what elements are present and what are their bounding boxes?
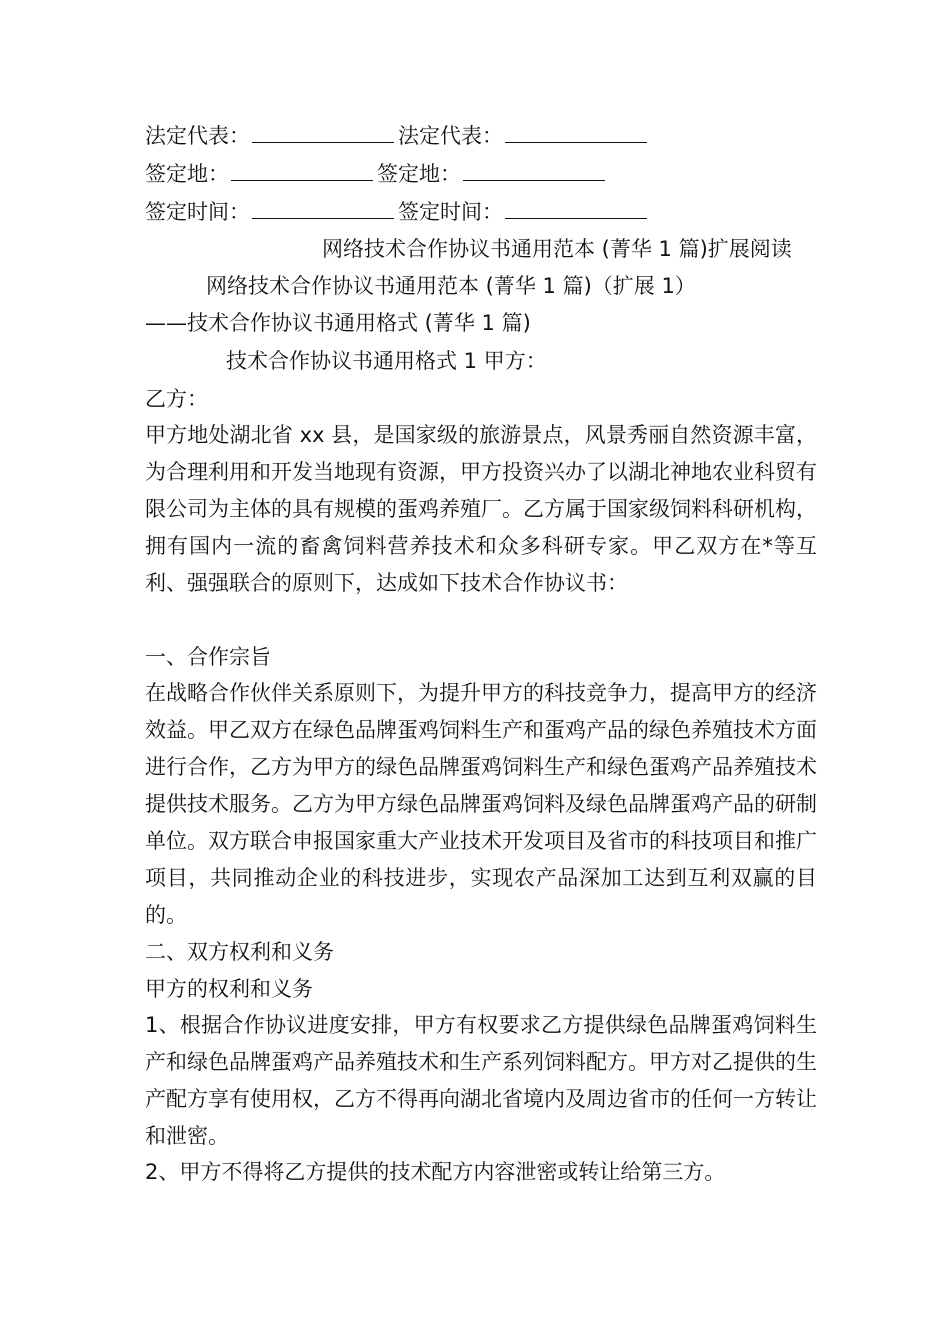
intro-paragraph: 甲方地处湖北省 xx 县，是国家级的旅游景点，风景秀丽自然资源丰富，为合理利用和开发当地现有资源，甲方投资兴办了以湖北神地农业科贸有限公司为主体的具有规模的蛋鸡养殖厂。乙方属于国家级饲料科研机构，拥有国内一流的畜禽饲料营养技术和众多科研专家。甲乙双方在*等互利、强强联合的原则下，达成如下技术合作协议书：	[145, 423, 817, 595]
signature-rep-row	[145, 121, 651, 151]
item-1-paragraph: 1、根据合作协议进度安排，甲方有权要求乙方提供绿色品牌蛋鸡饲料生产和绿色品牌蛋鸡产品养殖技术和生产系列饲料配方。甲方对乙提供的生产配方享有使用权，乙方不得再向湖北省境内及周边省市的任何一方转让和泄密。	[145, 1013, 817, 1148]
section-1-paragraph: 在战略合作伙伴关系原则下，为提升甲方的科技竞争力，提高甲方的经济效益。甲乙双方在绿色品牌蛋鸡饲料生产和蛋鸡产品的绿色养殖技术方面进行合作，乙方为甲方的绿色品牌蛋鸡饲料生产和绿色蛋鸡产品养殖技术提供技术服务。乙方为甲方绿色品牌蛋鸡饲料及绿色品牌蛋鸡产品的研制单位。双方联合申报国家重大产业技术开发项目及省市的科技项目和推广项目，共同推动企业的科技进步，实现农产品深加工达到互利双赢的目的。	[145, 681, 817, 927]
item-2-paragraph: 2、甲方不得将乙方提供的技术配方内容泄密或转让给第三方。	[145, 1160, 726, 1184]
signature-time-row	[145, 197, 651, 227]
rep-blank-b[interactable]	[505, 122, 647, 143]
place-blank-b[interactable]	[463, 160, 605, 181]
dash-heading: ——技术合作协议书通用格式 (菁华 1 篇)	[145, 311, 531, 335]
section-2-title: 二、双方权利和义务	[145, 940, 334, 964]
time-label-b: 签定时间：	[398, 200, 503, 224]
rep-blank-a[interactable]	[252, 122, 394, 143]
time-blank-a[interactable]	[252, 198, 394, 219]
section-2-subtitle: 甲方的权利和义务	[145, 977, 313, 1001]
extended-reading-heading: 网络技术合作协议书通用范本 (菁华 1 篇)扩展阅读	[322, 237, 792, 261]
place-label-a: 签定地：	[145, 162, 229, 186]
format-heading: 技术合作协议书通用格式 1 甲方：	[226, 349, 547, 373]
signature-place-row	[145, 159, 609, 189]
party-b-label: 乙方：	[145, 387, 208, 411]
place-label-b: 签定地：	[377, 162, 461, 186]
time-label-a: 签定时间：	[145, 200, 250, 224]
section-1-title: 一、合作宗旨	[145, 645, 271, 669]
rep-label-b: 法定代表：	[398, 124, 503, 148]
extension-1-heading: 网络技术合作协议书通用范本 (菁华 1 篇)（扩展 1）	[206, 274, 696, 298]
time-blank-b[interactable]	[505, 198, 647, 219]
place-blank-a[interactable]	[231, 160, 373, 181]
rep-label-a: 法定代表：	[145, 124, 250, 148]
